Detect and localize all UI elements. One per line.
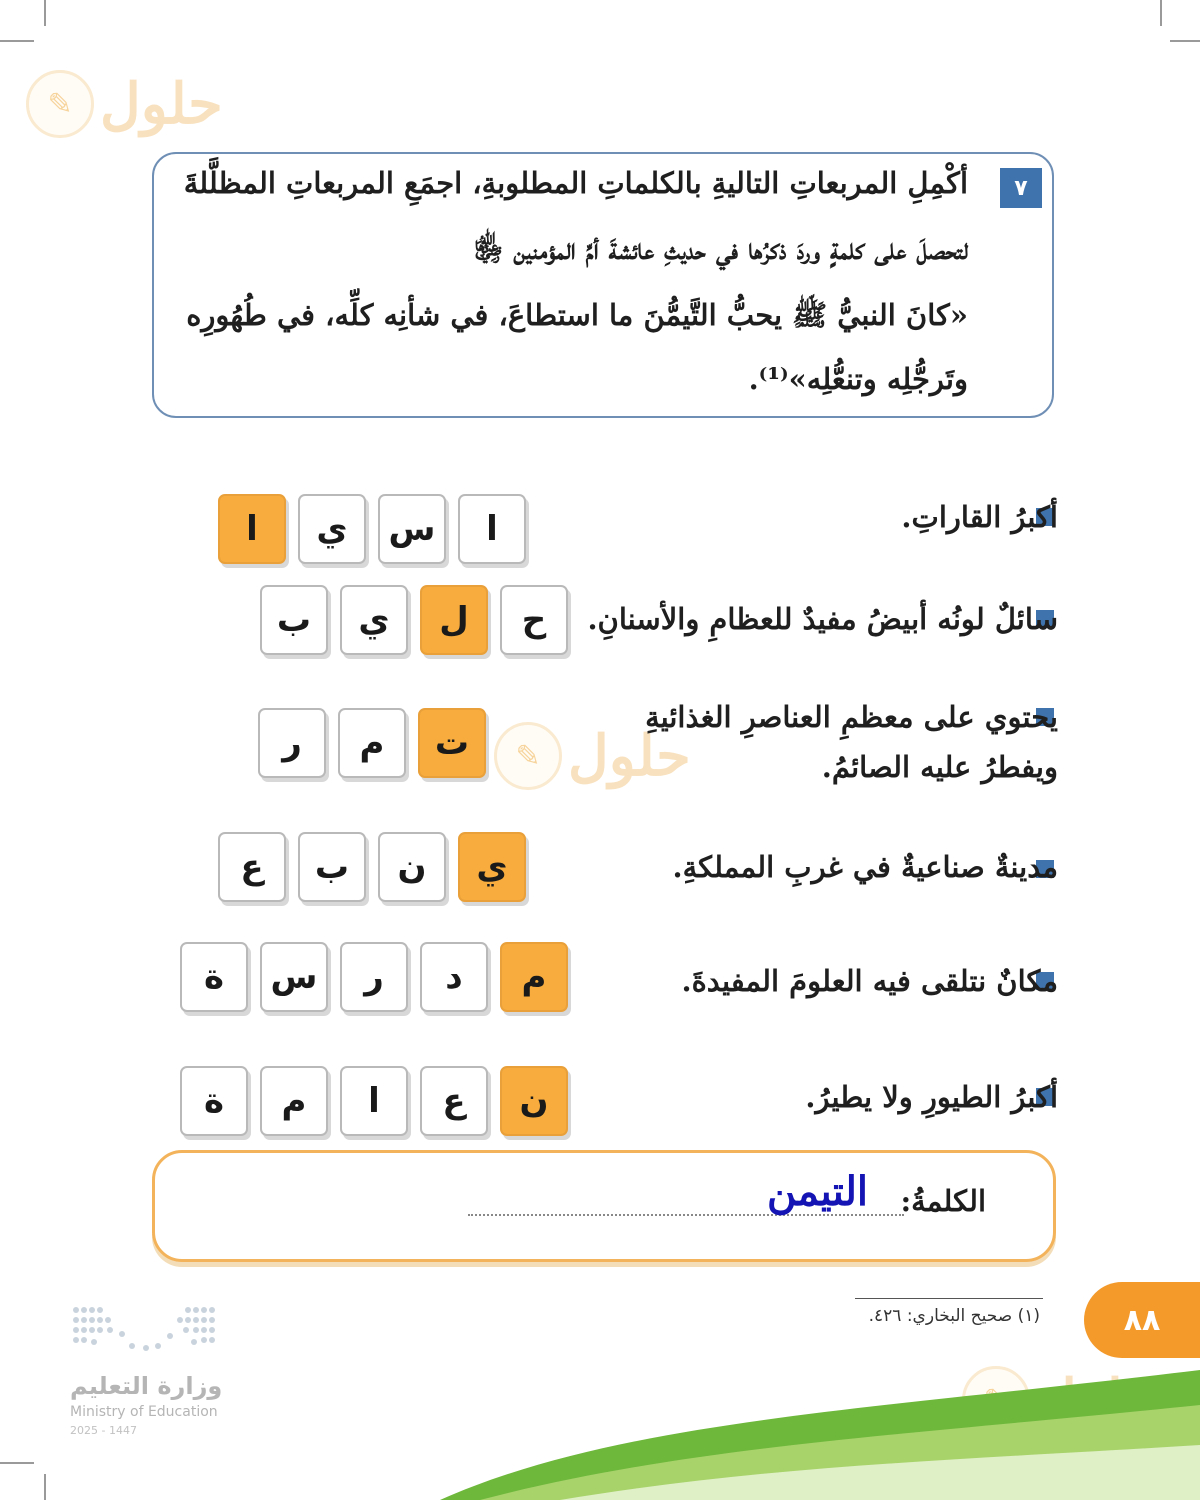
letter-tile: س xyxy=(260,942,328,1012)
ministry-year: 2025 - 1447 xyxy=(70,1424,137,1437)
crop-mark xyxy=(1160,0,1162,26)
crop-mark xyxy=(0,40,34,42)
crop-mark xyxy=(0,1462,34,1464)
letter-tile: ي xyxy=(458,832,526,902)
watermark-text: حلول xyxy=(100,71,223,137)
crop-mark xyxy=(44,1474,46,1500)
question-text-line: «كانَ النبيُّ ﷺ يحبُّ التَّيمُّنَ ما استطاعَ، في شأنِه كلِّه، في طُهُورِه xyxy=(186,298,968,332)
letter-tile: ب xyxy=(298,832,366,902)
letter-tile: ن xyxy=(500,1066,568,1136)
clue-text: سائلٌ لونُه أبيضُ مفيدٌ للعظامِ والأسنانِ. xyxy=(587,602,1058,636)
watermark-text: حلول xyxy=(568,723,691,789)
letter-tile: م xyxy=(260,1066,328,1136)
clue-text: مكانٌ نتلقى فيه العلومَ المفيدةَ. xyxy=(681,964,1058,998)
answer-value: التيمن xyxy=(766,1168,868,1215)
letter-tile: م xyxy=(338,708,406,778)
letter-tile: ي xyxy=(340,585,408,655)
letter-tile: ح xyxy=(500,585,568,655)
clue-text: أكبرُ القاراتِ. xyxy=(901,500,1058,534)
letter-tile: ا xyxy=(458,494,526,564)
question-number: ٧ xyxy=(1000,168,1042,208)
clue-text: مدينةٌ صناعيةٌ في غربِ المملكةِ. xyxy=(672,850,1058,884)
answer-label: الكلمةُ: xyxy=(900,1184,986,1218)
letter-tile: ي xyxy=(298,494,366,564)
ministry-logo-icon xyxy=(70,1304,220,1360)
book-icon: ✎ xyxy=(494,722,562,790)
crop-mark xyxy=(44,0,46,26)
book-icon: ✎ xyxy=(26,70,94,138)
question-text-line: وتَرجُّلِه وتنعُّلِه»⁽¹⁾. xyxy=(748,362,968,396)
letter-tile: ب xyxy=(260,585,328,655)
watermark-logo xyxy=(26,70,223,138)
clue-text: يحتوي على معظمِ العناصرِ الغذائيةِ xyxy=(645,700,1058,734)
letter-tile: ا xyxy=(340,1066,408,1136)
crop-mark xyxy=(1170,40,1200,42)
letter-tile: س xyxy=(378,494,446,564)
question-text-line: لتحصلَ على كلمةٍ وردَ ذكرُها في حديثِ عائشةَ أمِّ المؤمنين ﵂ xyxy=(473,232,968,266)
letter-tile: د xyxy=(420,942,488,1012)
footnote: (١) صحيح البخاري: ٤٢٦. xyxy=(868,1306,1040,1326)
letter-tile: ة xyxy=(180,942,248,1012)
clue-text: أكبرُ الطيورِ ولا يطيرُ. xyxy=(805,1080,1058,1114)
letter-tile: ا xyxy=(218,494,286,564)
footnote-divider xyxy=(855,1298,1043,1299)
letter-tile: ت xyxy=(418,708,486,778)
clue-text: ويفطرُ عليه الصائمُ. xyxy=(821,750,1058,784)
letter-tile: ر xyxy=(340,942,408,1012)
decorative-swoosh xyxy=(440,1350,1200,1500)
letter-tile: ل xyxy=(420,585,488,655)
letter-tile: ر xyxy=(258,708,326,778)
letter-tile: ة xyxy=(180,1066,248,1136)
page-number: ٨٨ xyxy=(1084,1282,1200,1358)
question-text-line: أكْمِلِ المربعاتِ التاليةِ بالكلماتِ المطلوبةِ، اجمَعِ المربعاتِ المظلَّلةَ xyxy=(183,166,968,200)
ministry-name-ar: وزارة التعليم xyxy=(70,1372,223,1400)
letter-tile: ن xyxy=(378,832,446,902)
letter-tile: م xyxy=(500,942,568,1012)
letter-tile: ع xyxy=(218,832,286,902)
ministry-name-en: Ministry of Education xyxy=(70,1404,218,1420)
letter-tile: ع xyxy=(420,1066,488,1136)
